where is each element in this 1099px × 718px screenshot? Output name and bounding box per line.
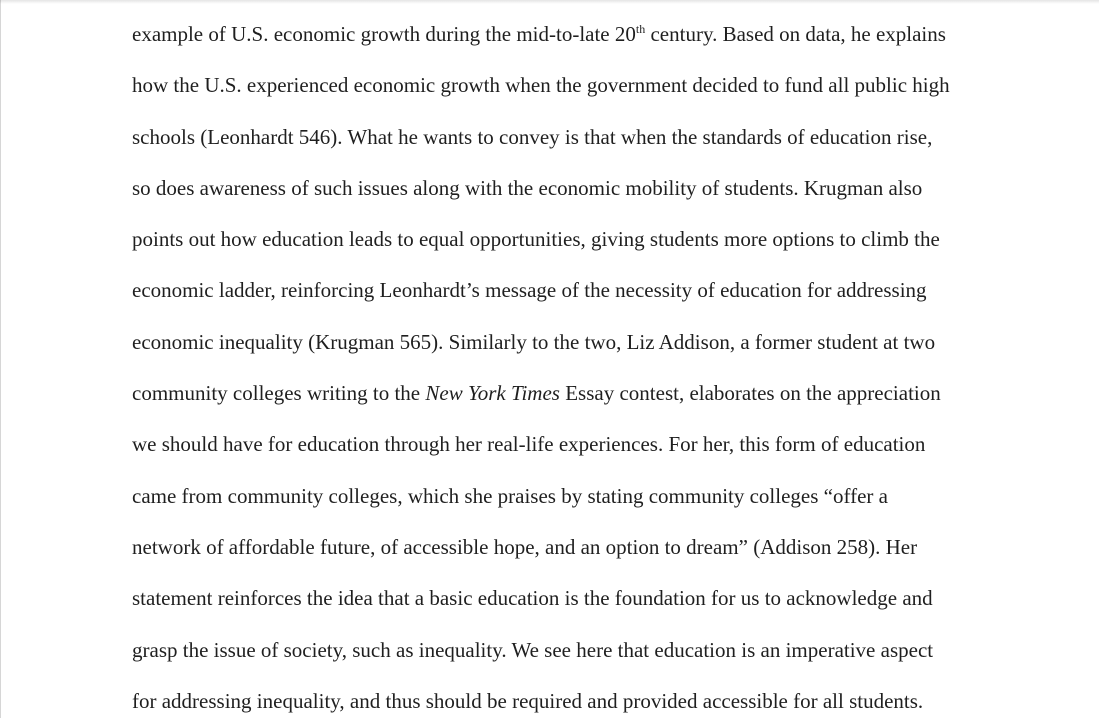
text-line-1 [132, 22, 946, 49]
text-line-3: schools (Leonhardt 546). What he wants to convey is that when the standards of education rise, [132, 125, 933, 149]
text-line-5: points out how education leads to equal opportunities, giving students more options to climb the [132, 227, 940, 251]
text-line-1-part-b: century. Based on data, he explains [645, 22, 946, 46]
text-line-11: network of affordable future, of accessible hope, and an option to dream” (Addison 258). Her [132, 535, 918, 559]
superscript-th: th [635, 22, 646, 36]
text-line-8-part-b: Essay contest, elaborates on the appreciation [559, 381, 941, 405]
document-page [132, 0, 1012, 718]
viewport-left-border [0, 0, 1, 718]
text-line-4: so does awareness of such issues along with the economic mobility of students. Krugman also [132, 176, 923, 200]
text-line-12: statement reinforces the idea that a basic education is the foundation for us to acknowledge and [132, 586, 933, 610]
text-line-6: economic ladder, reinforcing Leonhardt’s message of the necessity of education for addressing [132, 278, 927, 302]
text-line-2: how the U.S. experienced economic growth when the government decided to fund all public high [132, 73, 950, 97]
italic-title: New York Times [425, 381, 560, 405]
text-line-7: economic inequality (Krugman 565). Similarly to the two, Liz Addison, a former student at two [132, 330, 936, 354]
text-line-14: for addressing inequality, and thus should be required and provided accessible for all students. [132, 689, 924, 713]
text-line-8-part-a: community colleges writing to the [132, 381, 426, 405]
text-line-9: we should have for education through her real-life experiences. For her, this form of education [132, 432, 926, 456]
text-line-10: came from community colleges, which she praises by stating community colleges “offer a [132, 484, 888, 508]
text-line-8 [132, 381, 941, 405]
text-line-1-part-a: example of U.S. economic growth during the mid-to-late 20 [132, 22, 636, 46]
text-line-13: grasp the issue of society, such as inequality. We see here that education is an imperative aspect [132, 638, 934, 662]
